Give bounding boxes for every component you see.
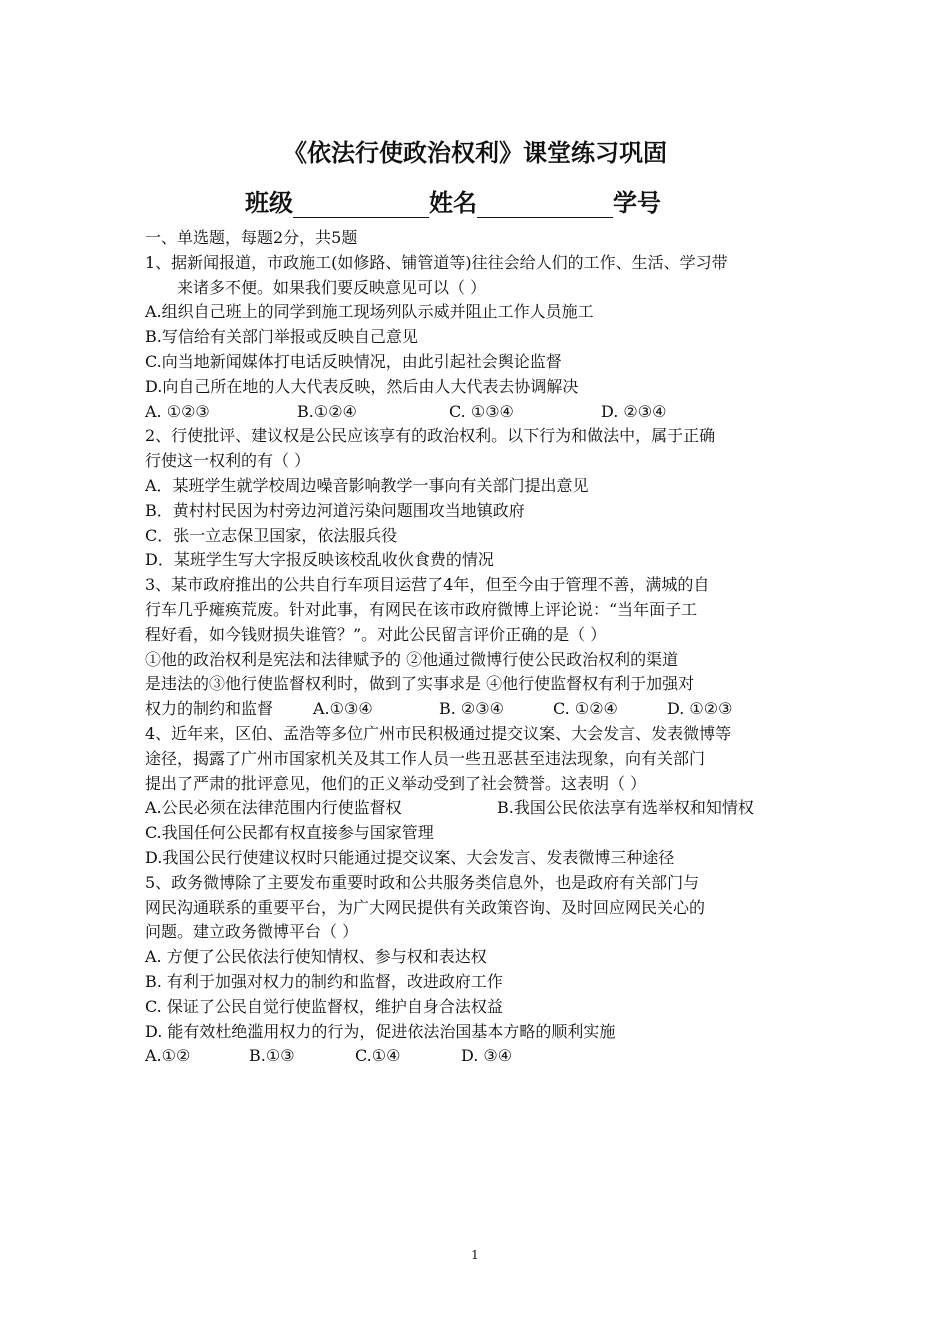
q5-stem-line-3: 问题。建立政务微博平台（ ） [145,922,359,942]
q2-stem-line-2: 行使这一权利的有（ ） [145,451,311,471]
q4-stem-line-1: 4、近年来，区伯、孟浩等多位广州市民积极通过提交议案、大会发言、发表微博等 [145,723,732,743]
q3-choice-a: A.①③④ [313,699,373,719]
q4-option-c: C.我国任何公民都有权直接参与国家管理 [145,823,434,843]
class-blank [293,189,429,218]
student-id-label: 学号 [613,189,661,217]
q4-stem-line-2: 途径，揭露了广州市国家机关及其工作人员一些丑恶甚至违法现象，向有关部门 [145,748,706,768]
q5-choice-b: B.①③ [249,1046,295,1066]
q2-option-c: C．张一立志保卫国家，依法服兵役 [145,525,398,545]
page-title: 《依法行使政治权利》课堂练习巩固 [283,139,667,167]
q1-option-d: D.向自己所在地的人大代表反映，然后由人大代表去协调解决 [145,376,579,396]
q2-option-a: A．某班学生就学校周边噪音影响教学一事向有关部门提出意见 [145,475,589,495]
q5-choices [145,1044,813,1069]
q4-option-b: B.我国公民依法享有选举权和知情权 [497,798,754,818]
q5-choice-c: C.①④ [355,1046,401,1066]
name-label: 姓名 [429,189,477,217]
q3-statements-line-3: 权力的制约和监督 [145,699,274,719]
question-content [145,226,813,1069]
q2-option-b: B．黄村村民因为村旁边河道污染问题围攻当地镇政府 [145,500,525,520]
q2-stem-line-1: 2、行使批评、建议权是公民应该享有的政治权利。以下行为和做法中，属于正确 [145,426,716,446]
page-number: 1 [471,1248,479,1262]
q5-choice-a: A.①② [145,1046,191,1066]
q1-choice-d: D. ②③④ [601,401,667,421]
q3-stem-line-3: 程好看，如今钱财损失谁管？”。对此公民留言评价正确的是（ ） [145,624,607,644]
q3-statements-line-2: 是违法的③他行使监督权利时，做到了实事求是 ④他行使监督权有利于加强对 [145,674,695,694]
q2-option-d: D．某班学生写大字报反映该校乱收伙食费的情况 [145,550,494,570]
q4-options-ab [145,796,813,821]
q4-stem-line-3: 提出了严肃的批评意见，他们的正义举动受到了社会赞誉。这表明（ ） [145,773,647,793]
name-blank [477,189,613,218]
student-info-line [245,183,661,217]
q1-option-a: A.组织自己班上的同学到施工现场列队示威并阻止工作人员施工 [145,302,594,322]
q3-choices [145,697,813,722]
q3-stem-line-1: 3、某市政府推出的公共自行车项目运营了4年，但至今由于管理不善，满城的自 [145,575,710,595]
q1-option-b: B.写信给有关部门举报或反映自己意见 [145,327,418,347]
q1-choice-b: B.①②④ [297,401,357,421]
q3-statements-line-1: ①他的政治权利是宪法和法律赋予的 ②他通过微博行使公民政治权利的渠道 [145,649,679,669]
q5-option-a: A. 方便了公民依法行使知情权、参与权和表达权 [145,947,487,967]
q1-stem-line-2: 来诸多不便。如果我们要反映意见可以（ ） [177,277,487,297]
q3-choice-b: B. ②③④ [439,699,504,719]
q1-option-c: C.向当地新闻媒体打电话反映情况，由此引起社会舆论监督 [145,351,562,371]
q3-choice-d: D. ①②③ [667,699,733,719]
q5-stem-line-1: 5、政务微博除了主要发布重要时政和公共服务类信息外，也是政府有关部门与 [145,872,700,892]
section-heading: 一、单选题，每题2分，共5题 [145,228,358,247]
class-label: 班级 [245,189,293,217]
q4-option-a: A.公民必须在法律范围内行使监督权 [145,798,402,818]
q1-choice-c: C. ①③④ [449,401,514,421]
q5-stem-line-2: 网民沟通联系的重要平台，为广大网民提供有关政策咨询、及时回应网民关心的 [145,897,706,917]
q1-choices [145,400,813,425]
q4-option-d: D.我国公民行使建议权时只能通过提交议案、大会发言、发表微博三种途径 [145,847,675,867]
q3-stem-line-2: 行车几乎瘫痪荒废。针对此事，有网民在该市政府微博上评论说：“当年面子工 [145,599,698,619]
q1-choice-a: A. ①②③ [145,401,210,421]
q5-option-c: C. 保证了公民自觉行使监督权，维护自身合法权益 [145,996,503,1016]
q1-stem-line-1: 1、据新闻报道，市政施工(如修路、铺管道等)往往会给人们的工作、生活、学习带 [145,252,728,272]
q5-option-b: B. 有利于加强对权力的制约和监督，改进政府工作 [145,971,503,991]
q5-option-d: D. 能有效杜绝滥用权力的行为，促进依法治国基本方略的顺利实施 [145,1021,616,1041]
q3-choice-c: C. ①②④ [553,699,618,719]
q5-choice-d: D. ③④ [461,1046,513,1066]
